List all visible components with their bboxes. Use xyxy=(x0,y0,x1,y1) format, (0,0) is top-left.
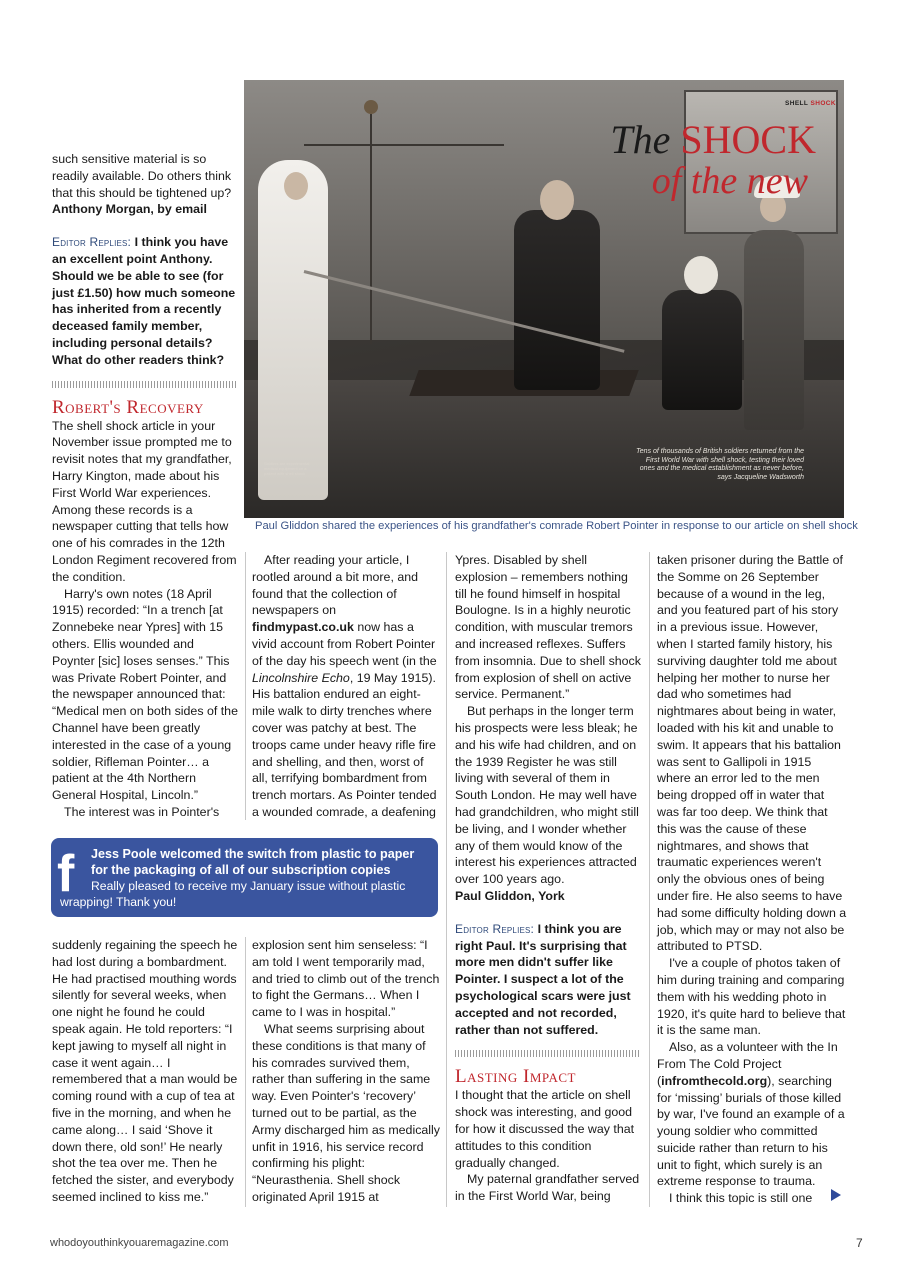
editor-label: Editor Replies: xyxy=(455,921,535,936)
letter-paragraph: The shell shock article in your November issue prompted me to revisit notes that my grandfather, Harry Kington, made about his First World War experiences. Among these records is a newspaper cutting that tells how one of his comrades in the 12th London Regiment recovered from the condition. xyxy=(52,418,237,584)
bandaged-head xyxy=(684,256,718,294)
page-number: 7 xyxy=(856,1236,863,1250)
editor-label: Editor Replies: xyxy=(52,235,132,250)
letter-paragraph: Also, as a volunteer with the In From The Cold Project (infromthecold.org), searching for ‘missing’ burials of those killed by war, I've found an example of a young soldier who committed suicide rather than return to his unit to fight, which surely is an extreme response to trauma. xyxy=(657,1040,845,1189)
patient-bandaged xyxy=(662,290,742,410)
letter-paragraph: The interest was in Pointer's xyxy=(64,804,220,819)
nurse-right xyxy=(744,230,804,430)
letter-signature: Paul Gliddon, York xyxy=(455,888,565,903)
nurse-left xyxy=(258,160,328,500)
patient-face xyxy=(540,180,574,220)
letter-paragraph: After reading your article, I rootled around a bit more, and found that the collection of newspapers on findmypast.co.uk now has a vivid account from Robert Pointer of the day his speech went (in the Lincolnshire Echo, 19 May 1915). His battalion endured an eight-mile walk to dirty trenches where cover was patchy at best. The troops came under heavy rifle fire and shelling, and then, worst of all, terrifying bombardment from trench mortars. As Pointer tended a wounded comrade, a deafening xyxy=(252,553,437,819)
letter-paragraph: I think this topic is still one xyxy=(669,1191,813,1206)
section-tag: SHELL SHOCK xyxy=(784,100,836,107)
column-1-bottom xyxy=(52,937,238,1206)
editor-reply: Editor Replies: I think you are right Paul. It's surprising that more men didn't suffer like Pointer. I suspect a lot of the psychological scars were just accepted and not recorded, rather than not suffered. xyxy=(455,921,631,1037)
feature-subtitle: of the new xyxy=(651,160,808,202)
divider-rule xyxy=(52,381,238,388)
photo-small-caption: Soldiers are experimental medical equipment on a patient with shell shock xyxy=(264,461,310,476)
apparatus-ball xyxy=(364,100,378,114)
letter-paragraph: suddenly regaining the speech he had lost during a bombardment. He had practised mouthing words silently for several weeks, when one night he found he could speak again. He told reporters: “I kept jawing to myself all night in case it went again… I remembered that a man would be coming round with a cup of tea at five in the morning, and when he came along… I said ‘Shove it down there, old son!’ He nearly shot the tea over me. Then he fetched the sister, and everybody seemed inclined to kiss me.” xyxy=(52,938,238,1204)
feature-photo xyxy=(244,80,844,518)
patient-seated xyxy=(514,210,600,390)
letter-paragraph: What seems surprising about these conditions is that many of his comrades survived them, rather than suffering in the same way. Even Pointer's ‘recovery’ turned out to be partial, as the Army discharged him as medically unfit in 1916, his service record confirming his plight: “Neurasthenia. Shell shock originated April 1915 at xyxy=(252,1021,440,1204)
letter-heading: Lasting Impact xyxy=(455,1066,576,1088)
divider-rule xyxy=(455,1050,641,1057)
column-divider xyxy=(245,937,246,1207)
facebook-comment-box xyxy=(51,838,438,917)
footer-url: whodoyouthinkyouaremagazine.com xyxy=(50,1237,229,1249)
facebook-comment-cont: wrapping! Thank you! xyxy=(60,895,177,909)
feature-title: The SHOCK xyxy=(610,117,816,162)
column-2-bottom xyxy=(252,937,440,1206)
column-4 xyxy=(657,552,847,1207)
column-2-top xyxy=(252,552,440,821)
letter-paragraph: Harry's own notes (18 April 1915) recorded: “In a trench [at Zonnebeke near Ypres] with 15 others. Ellis wounded and Poynter [sic] loses senses.” This was Private Robert Pointer, and the newspaper announced that: “Medical men on both sides of the Channel have been greatly interested in the case of a young soldier, Rifleman Pointer… a patient at the 4th Northern General Hospital, Lincoln.” xyxy=(52,586,238,803)
letter-paragraph: My paternal grandfather served in the First World War, being xyxy=(455,1172,640,1204)
letter-signature: Anthony Morgan, by email xyxy=(52,202,207,217)
findmypast-link[interactable]: findmypast.co.uk xyxy=(252,620,354,635)
infromthecold-link[interactable]: infromthecold.org xyxy=(661,1073,768,1088)
photo-caption: Paul Gliddon shared the experiences of his grandfather's comrade Robert Pointer in response to our article on shell shock xyxy=(255,520,858,532)
letter-paragraph: But perhaps in the longer term his prospects were less bleak; he and his wife had children, and on the 1939 Register he was still living with several of them in South London. He may well have had grandchildren, who might still be living, and I wonder whether any of them would know of the interest his experiences attracted over 100 years ago. xyxy=(455,704,639,887)
column-1-top xyxy=(52,151,238,821)
facebook-headline: Jess Poole welcomed the switch from plastic to paper for the packaging of all of our subscription copies xyxy=(91,847,415,877)
letter-text: such sensitive material is so readily available. Do others think that this should be tightened up? xyxy=(52,152,232,200)
apparatus-pole xyxy=(370,114,372,344)
facebook-comment: Really pleased to receive my January issue without plastic xyxy=(91,879,406,893)
apparatus-bar xyxy=(304,144,504,146)
continue-arrow-icon xyxy=(831,1189,841,1201)
letter-paragraph: Ypres. Disabled by shell explosion – remembers nothing till he found himself in hospital Boulogne. Is in a highly neurotic condition, with muscular tremors and increased reflexes. Suffers from insomnia. Due to shell shock from explosion of shell on active service. Permanent.” xyxy=(455,553,641,702)
column-3 xyxy=(455,552,641,1205)
column-divider xyxy=(446,552,447,1207)
nurse-left-face xyxy=(284,172,308,200)
editor-reply: Editor Replies: I think you have an excellent point Anthony. Should we be able to see (for just £1.50) how much someone has inherited from a recently deceased family member, including personal details? What do other readers think? xyxy=(52,235,236,367)
letter-heading: Robert's Recovery xyxy=(52,396,204,418)
feature-standfirst: Tens of thousands of British soldiers returned from the First World War with shell shock, testing their loved ones and the medical establishment as never before, says Jacqueline Wadsworth xyxy=(636,448,804,481)
column-divider xyxy=(649,552,650,1207)
facebook-icon: f xyxy=(57,845,75,903)
letter-paragraph: taken prisoner during the Battle of the Somme on 26 September because of a wound in the leg, and you featured part of his story in a previous issue. However, when I started family history, his surviving daughter told me about helping her mother to nurse her dad who sometimes had nightmares about being in water, loaded with his kit and unable to swim. It appears that his battalion was sent to Gallipoli in 1915 where an error led to the men being dropped off in water that was far too deep. We think that this was the cause of these nightmares, and shows that traumatic experiences weren't only the obvious ones of being under fire. He also seems to have had some difficulty holding down a job, which may or may not also be attributed to PTSD. xyxy=(657,553,847,954)
letter-paragraph: I've a couple of photos taken of him during training and comparing them with his wedding photo in 1920, it's quite hard to believe that it is the same man. xyxy=(657,956,846,1038)
letter-paragraph: I thought that the article on shell shock was interesting, and good for how it discussed the way that attitudes to this condition gradually changed. xyxy=(455,1088,635,1170)
letter-paragraph: explosion sent him senseless: “I am told I went temporarily mad, and tried to climb out of the trench to fight the Germans… When I came to I was in hospital.” xyxy=(252,938,440,1020)
column-divider xyxy=(245,552,246,820)
